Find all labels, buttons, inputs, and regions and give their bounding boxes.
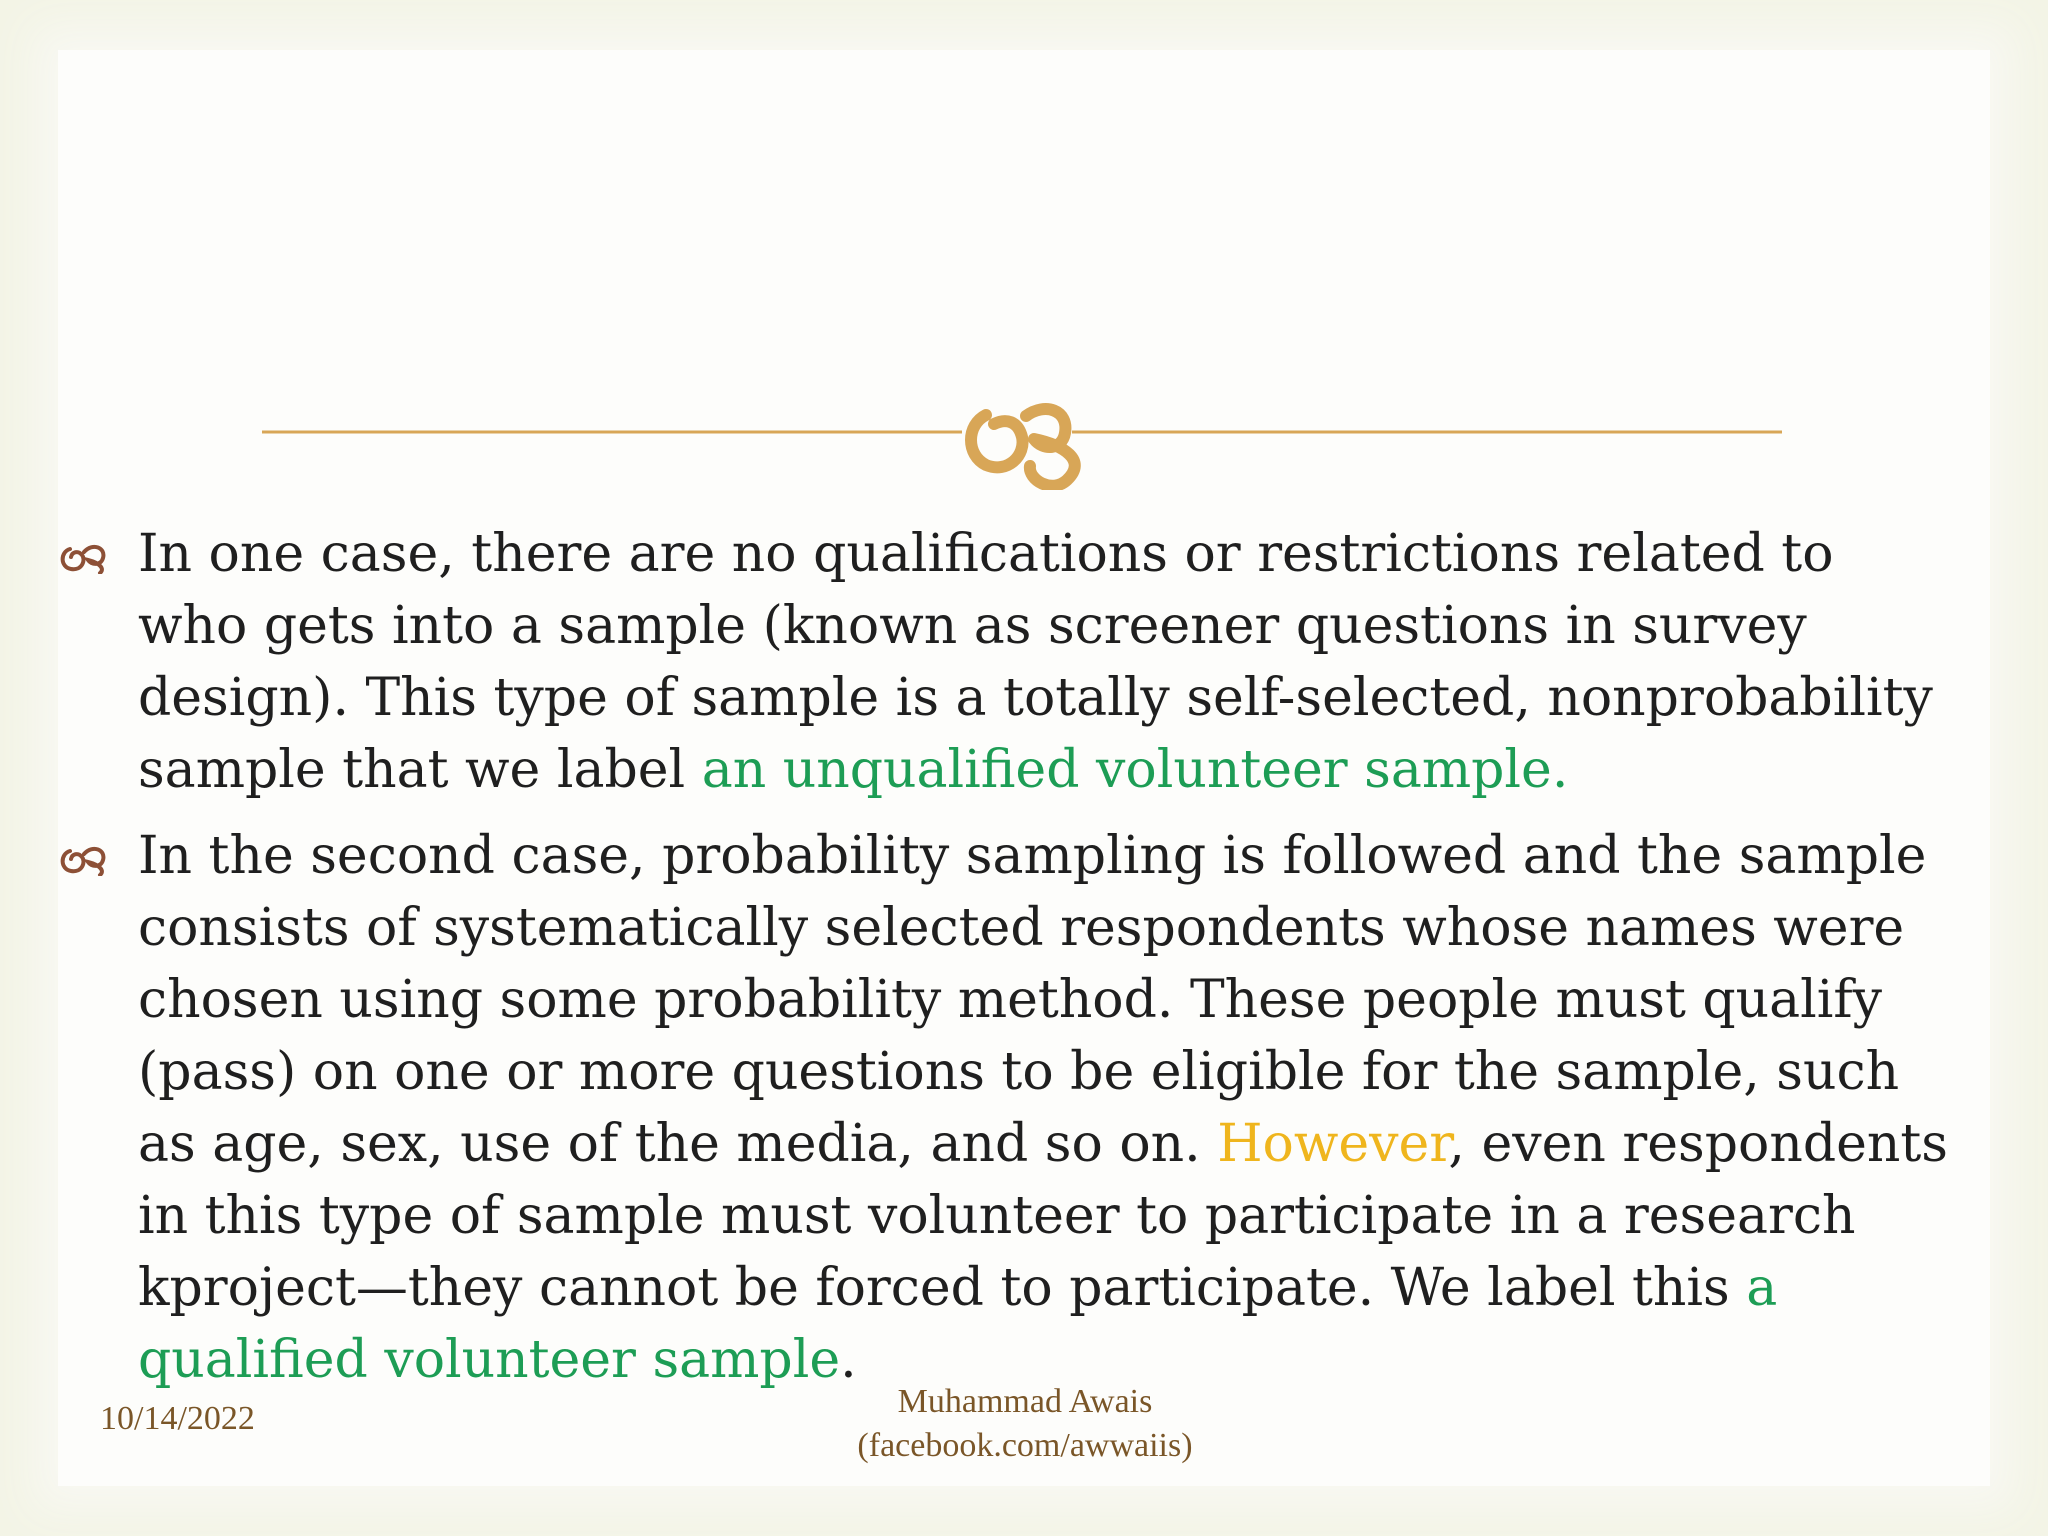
author-facebook: (facebook.com/awwaiis): [857, 1427, 1193, 1464]
highlight-unqualified-volunteer-sample: an unqualified volunteer sample.: [701, 740, 1569, 800]
highlight-qualified-volunteer-sample: a qualified volunteer sample: [138, 1258, 1778, 1390]
scroll-bullet-icon: [56, 540, 110, 574]
bullet-unqualified-volunteer-sample: [56, 518, 1956, 806]
author-credit: [790, 1380, 1260, 1468]
author-name: Muhammad Awais: [897, 1383, 1153, 1420]
bullet-qualified-volunteer-sample: [56, 820, 1956, 1396]
bullet-text: , even respondents in this type of sample must volunteer to participate in a research kproject—they cannot be forced to participate. We label this: [138, 1114, 1948, 1318]
bullet-text: In the second case, probability sampling is followed and the sample consists of systematically selected respondents whose names were chosen using some probability method. These people must qualify (pass) on one or more questions to be eligible for the sample, such as age, sex, use of the media, and so on.: [138, 826, 1927, 1174]
scroll-bullet-icon: [56, 842, 110, 876]
slide-date: 10/14/2022: [100, 1400, 255, 1437]
bullet-text: In one case, there are no qualifications or restrictions related to who gets into a sample (known as screener questions in survey design). This type of sample is a totally self-selected, nonprobability sample that we label: [138, 524, 1933, 800]
bullet-text-end: .: [840, 1330, 857, 1390]
highlight-however: However: [1217, 1114, 1449, 1174]
bullet-list: [56, 518, 1956, 1410]
ornamental-scroll-icon: [971, 409, 1075, 486]
ornamental-divider: [262, 390, 1782, 490]
